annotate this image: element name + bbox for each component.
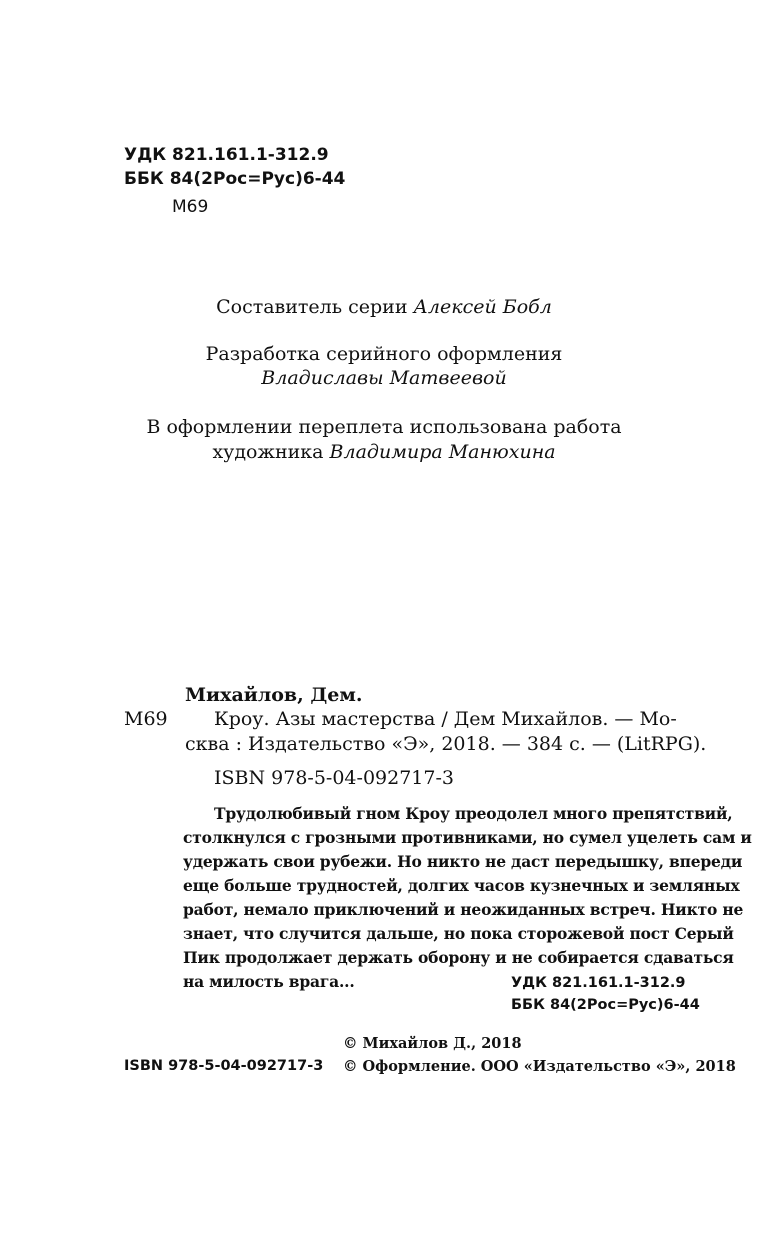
- biblio-title-line: Кроу. Азы мастерства / Дем Михайлов. — Мо-: [214, 708, 677, 730]
- copyright-design: © Оформление. ООО «Издательство «Э», 2018: [343, 1058, 736, 1075]
- biblio-isbn: ISBN 978-5-04-092717-3: [214, 767, 454, 789]
- bbk-code: ББК 84(2Рос=Рус)6-44: [124, 169, 346, 189]
- biblio-publisher-line: сква : Издательство «Э», 2018. — 384 с. — (LitRPG).: [185, 733, 707, 755]
- annotation-line: Трудолюбивый гном Кроу преодолел много препятствий,: [214, 804, 733, 823]
- biblio-code: М69: [124, 708, 168, 730]
- copyright-author: © Михайлов Д., 2018: [343, 1035, 522, 1052]
- isbn-bottom: ISBN 978-5-04-092717-3: [124, 1058, 324, 1074]
- design-label: Разработка серийного оформления: [205, 343, 563, 365]
- series-compiler-label: Составитель серии: [216, 296, 408, 318]
- cover-artist-name: Владимира Манюхина: [329, 441, 556, 463]
- annotation-line: Пик продолжает держать оборону и не собирается сдаваться: [183, 948, 734, 967]
- series-compiler-name: Алексей Бобл: [413, 296, 552, 318]
- design-name: Владиславы Матвеевой: [261, 367, 507, 389]
- annotation-line: еще больше трудностей, долгих часов кузнечных и земляных: [183, 876, 740, 895]
- series-compiler-line: [0, 296, 768, 318]
- bbk-code-bottom: ББК 84(2Рос=Рус)6-44: [511, 997, 700, 1013]
- udk-code: УДК 821.161.1-312.9: [124, 145, 329, 165]
- annotation-line: работ, немало приключений и неожиданных встреч. Никто не: [183, 900, 744, 919]
- annotation-line: знает, что случится дальше, но пока сторожевой пост Серый: [183, 924, 734, 943]
- annotation-line: столкнулся с грозными противниками, но сумел уцелеть сам и: [183, 828, 752, 847]
- cover-artist-label: художника: [212, 441, 324, 463]
- author-mark: М69: [172, 197, 209, 217]
- annotation-line: на милость врага...: [183, 972, 355, 991]
- biblio-author: Михайлов, Дем.: [185, 684, 363, 706]
- cover-art-line: В оформлении переплета использована работа: [146, 416, 622, 438]
- udk-code-bottom: УДК 821.161.1-312.9: [511, 975, 686, 991]
- cover-artist-line: [0, 441, 768, 463]
- annotation-line: удержать свои рубежи. Но никто не даст передышку, впереди: [183, 852, 743, 871]
